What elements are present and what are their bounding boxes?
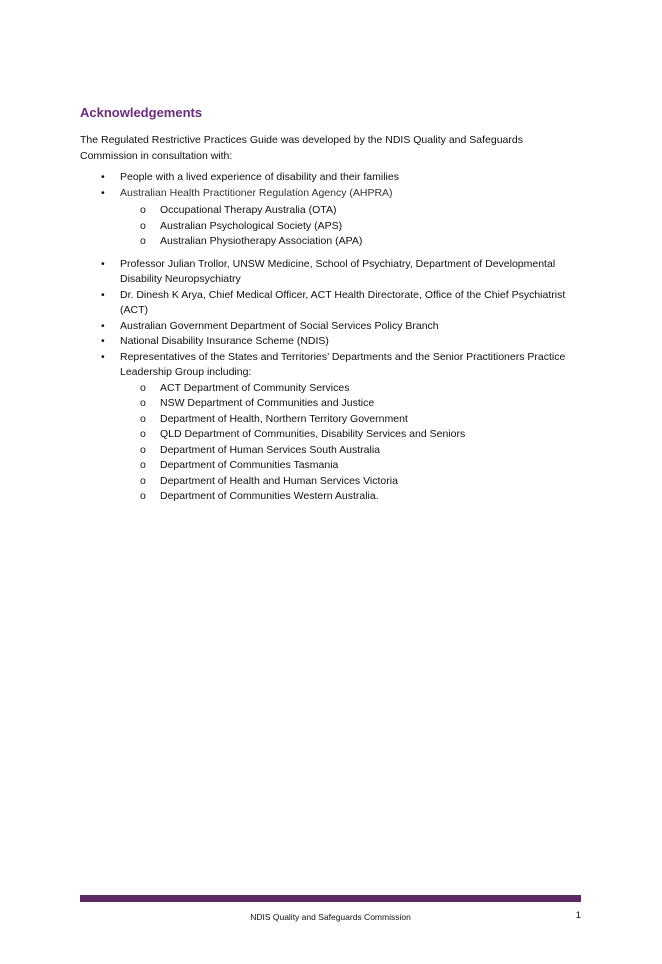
footer-text: NDIS Quality and Safeguards Commission xyxy=(250,912,411,922)
sub-list-item xyxy=(120,381,580,397)
list-item xyxy=(80,186,580,250)
acknowledgement-list xyxy=(80,170,580,505)
circle-bullet-icon: o xyxy=(140,459,146,471)
page-number: 1 xyxy=(575,910,581,921)
sub-list-item xyxy=(120,219,580,235)
list-item-text: Australian Government Department of Social Services Policy Branch xyxy=(120,319,439,332)
bullet-icon: • xyxy=(101,335,105,347)
bullet-icon: • xyxy=(101,319,105,332)
list-item-text: Australian Health Practitioner Regulation Agency (AHPRA) xyxy=(120,186,393,199)
sub-list-item-text: ACT Department of Community Services xyxy=(160,381,350,394)
sub-list-item xyxy=(120,427,580,443)
sub-list-item-text: Department of Communities Tasmania xyxy=(160,459,339,471)
list-item-text: Dr. Dinesh K Arya, Chief Medical Officer, ACT Health Directorate, Office of the Chief Psychiatrist (ACT) xyxy=(120,288,566,316)
sub-list-item-text: Australian Physiotherapy Association (APA) xyxy=(160,235,363,247)
bullet-icon: • xyxy=(101,350,105,363)
footer-divider-bar xyxy=(80,895,581,902)
list-item-text: People with a lived experience of disability and their families xyxy=(120,171,399,183)
sub-list-item-text: Occupational Therapy Australia (OTA) xyxy=(160,204,337,216)
bullet-icon: • xyxy=(101,171,105,183)
sub-list-item xyxy=(120,458,580,474)
circle-bullet-icon: o xyxy=(140,412,146,425)
list-item-text: Professor Julian Trollor, UNSW Medicine, School of Psychiatry, Department of Developmental Disability Neuropsychiatry xyxy=(120,257,556,285)
section-heading: Acknowledgements xyxy=(80,105,203,120)
sub-list-item-text: Department of Health and Human Services Victoria xyxy=(160,474,398,487)
circle-bullet-icon: o xyxy=(140,235,146,247)
sub-list-item-text: Department of Health, Northern Territory Government xyxy=(160,412,408,425)
circle-bullet-icon: o xyxy=(140,474,146,487)
bullet-icon: • xyxy=(101,257,105,270)
list-item-text: National Disability Insurance Scheme (NDIS) xyxy=(120,335,329,347)
sub-list-item xyxy=(120,396,580,412)
list-item-text: Representatives of the States and Territories’ Departments and the Senior Practitioners Practice Leadership Group including: xyxy=(120,350,566,378)
circle-bullet-icon: o xyxy=(140,443,146,456)
circle-bullet-icon: o xyxy=(140,219,146,232)
circle-bullet-icon: o xyxy=(140,490,146,502)
sub-list-item xyxy=(120,443,580,459)
sub-list-item-text: QLD Department of Communities, Disability Services and Seniors xyxy=(160,428,466,440)
circle-bullet-icon: o xyxy=(140,381,146,394)
list-item xyxy=(80,170,580,186)
sub-list xyxy=(120,381,580,505)
list-item xyxy=(80,334,580,350)
sub-list-item-text: Department of Human Services South Australia xyxy=(160,443,381,456)
sub-list-item xyxy=(120,203,580,219)
list-item xyxy=(80,350,580,505)
bullet-icon: • xyxy=(101,186,105,199)
page-content xyxy=(80,104,580,505)
intro-paragraph: The Regulated Restrictive Practices Guide was developed by the NDIS Quality and Safeguards Commission in consultation with: xyxy=(80,134,523,162)
sub-list xyxy=(120,203,580,250)
circle-bullet-icon: o xyxy=(140,204,146,216)
sub-list-item-text: Australian Psychological Society (APS) xyxy=(160,219,343,232)
list-item xyxy=(80,288,580,319)
sub-list-item-text: NSW Department of Communities and Justice xyxy=(160,397,375,409)
list-item xyxy=(80,319,580,335)
sub-list-item xyxy=(120,474,580,490)
sub-list-item xyxy=(120,489,580,505)
sub-list-item xyxy=(120,234,580,250)
circle-bullet-icon: o xyxy=(140,428,146,440)
bullet-icon: • xyxy=(101,288,105,301)
sub-list-item-text: Department of Communities Western Australia. xyxy=(160,490,379,502)
list-item xyxy=(80,257,580,288)
sub-list-item xyxy=(120,412,580,428)
circle-bullet-icon: o xyxy=(140,397,146,409)
